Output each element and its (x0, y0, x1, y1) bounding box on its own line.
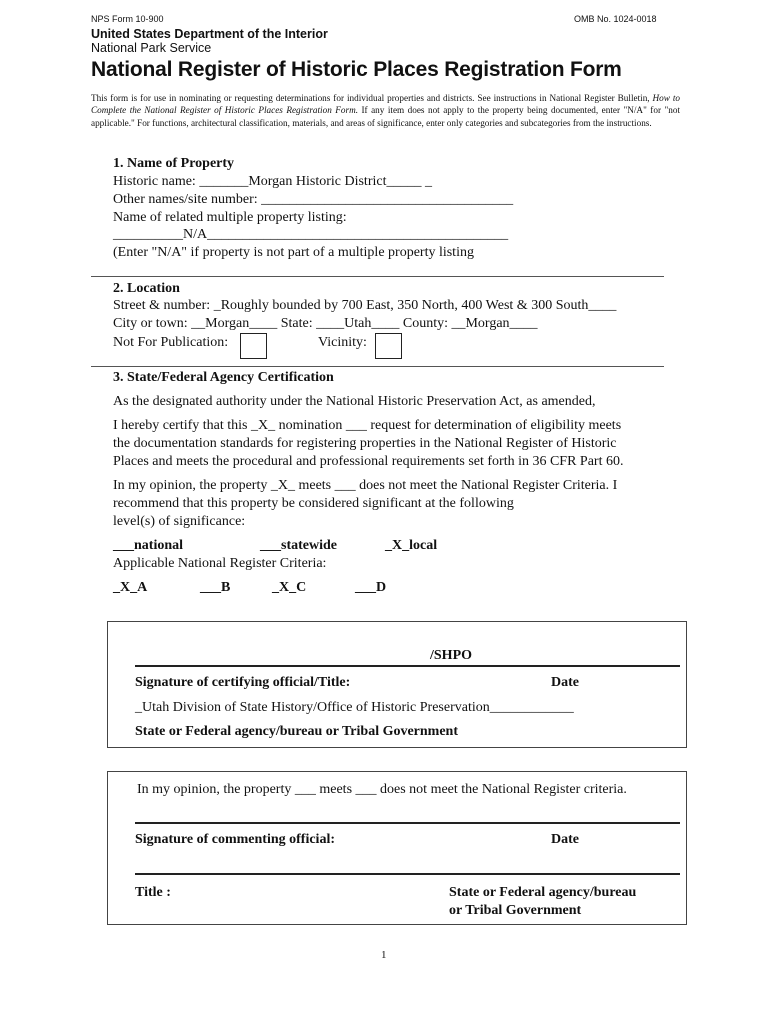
county-field[interactable]: __Morgan____ (451, 316, 538, 331)
commenting-title-line[interactable] (135, 873, 680, 875)
service-name: National Park Service (91, 41, 212, 55)
other-names-row (113, 192, 513, 208)
authority-text: As the designated authority under the National Historic Preservation Act, as amended, (113, 394, 596, 409)
county-label: County: (402, 316, 448, 331)
form-number: NPS Form 10-900 (91, 14, 164, 24)
level-local[interactable]: _X_local (385, 538, 438, 553)
related-listing-note: (Enter "N/A" if property is not part of a multiple property listing (113, 245, 474, 260)
other-names-label: Other names/site number: (113, 192, 258, 207)
opinion-line-2: recommend that this property be considered significant at the following (113, 496, 514, 511)
not-for-publication-label: Not For Publication: (113, 335, 229, 350)
city-label: City or town: (113, 316, 188, 331)
section2-heading: 2. Location (113, 281, 180, 296)
intro-paragraph (91, 92, 680, 129)
section-divider (91, 276, 664, 277)
signature-line[interactable] (135, 665, 680, 667)
intro-text-1: This form is for use in nominating or requesting determinations for individual properties and districts. See instructions in National Register Bulletin, (91, 93, 653, 103)
commenting-opinion: In my opinion, the property ___ meets ___ does not meet the National Register criteria. (137, 782, 627, 797)
other-names-field[interactable]: ____________________________________ (261, 192, 514, 207)
criteria-d[interactable]: ___D (355, 580, 387, 595)
certify-line-1: I hereby certify that this _X_ nomination ___ request for determination of eligibility meets (113, 418, 622, 433)
criteria-c[interactable]: _X_C (272, 580, 307, 595)
street-label: Street & number: (113, 298, 211, 313)
street-row (113, 298, 616, 314)
opinion-line-3: level(s) of significance: (113, 514, 246, 529)
commenting-title-label: Title : (135, 885, 171, 900)
certify-line-2: the documentation standards for registering properties in the National Register of Historic (113, 436, 617, 451)
opinion-line-1: In my opinion, the property _X_ meets ___ does not meet the National Register Criteria. I (113, 478, 618, 493)
department-name: United States Department of the Interior (91, 27, 328, 41)
section1-heading: 1. Name of Property (113, 156, 235, 171)
historic-name-label: Historic name: (113, 174, 196, 189)
certify-line-3: Places and meets the procedural and professional requirements set forth in 36 CFR Part 60. (113, 454, 624, 469)
state-label: State: (280, 316, 313, 331)
certifying-signature-label: Signature of certifying official/Title: (135, 675, 351, 690)
certifying-agency-label: State or Federal agency/bureau or Tribal Government (135, 724, 459, 739)
historic-name-row (113, 174, 432, 190)
related-listing-label: Name of related multiple property listing: (113, 210, 347, 225)
intro-italic: How to Complete the National Register of Historic Places Registration Form. (91, 93, 680, 116)
criteria-b[interactable]: ___B (200, 580, 231, 595)
omb-number: OMB No. 1024-0018 (574, 14, 657, 24)
page-number: 1 (381, 949, 387, 961)
page-title: National Register of Historic Places Registration Form (91, 58, 622, 81)
vicinity-label: Vicinity: (318, 335, 367, 350)
intro-text-2: If any item does not apply to the property being documented, enter "N/A" for "not applicable." For functions, architectural classification, materials, and areas of significance, enter only categories and subcategories from the instructions. (91, 105, 680, 128)
commenting-agency-label-1: State or Federal agency/bureau (449, 885, 637, 900)
city-field[interactable]: __Morgan____ (191, 316, 278, 331)
not-for-publication-checkbox[interactable] (240, 333, 267, 359)
commenting-signature-label: Signature of commenting official: (135, 832, 335, 847)
commenting-signature-line[interactable] (135, 822, 680, 824)
criteria-a[interactable]: _X_A (113, 580, 148, 595)
certifying-agency-field[interactable]: _Utah Division of State History/Office of Historic Preservation____________ (135, 700, 574, 715)
commenting-agency-label-2: or Tribal Government (449, 903, 582, 918)
section-divider (91, 366, 664, 367)
street-field[interactable]: _Roughly bounded by 700 East, 350 North, 400 West & 300 South____ (213, 298, 617, 313)
section3-heading: 3. State/Federal Agency Certification (113, 370, 334, 385)
shpo-label: /SHPO (430, 648, 473, 663)
commenting-date-label: Date (551, 832, 579, 847)
vicinity-checkbox[interactable] (375, 333, 402, 359)
related-listing-field[interactable]: __________N/A___________________________________________ (113, 227, 509, 242)
level-national[interactable]: ___national (113, 538, 184, 553)
criteria-label: Applicable National Register Criteria: (113, 556, 327, 571)
city-state-county-row (113, 316, 538, 332)
certifying-date-label: Date (551, 675, 579, 690)
state-field[interactable]: ____Utah____ (316, 316, 400, 331)
level-statewide[interactable]: ___statewide (260, 538, 337, 553)
historic-name-field[interactable]: _______Morgan Historic District_____ _ (199, 174, 432, 189)
